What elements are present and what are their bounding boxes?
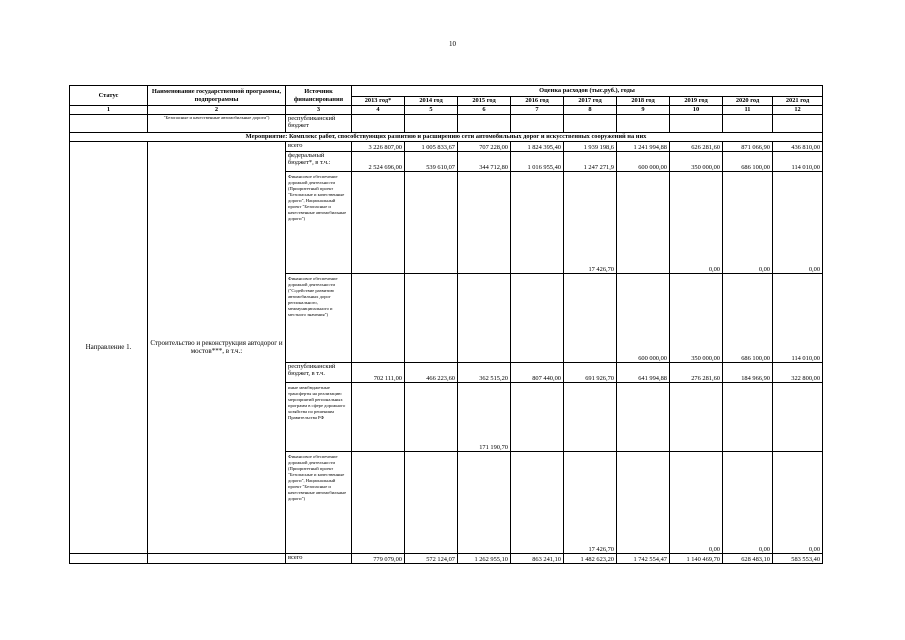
value-cell [617, 172, 670, 274]
carry-over-row [70, 115, 823, 133]
value-cell: 350 000,00 [670, 152, 723, 172]
year-header: 2018 год [617, 97, 670, 106]
value-cell [458, 452, 511, 554]
value-cell: 691 926,70 [564, 363, 617, 383]
value-cell: 1 016 955,40 [511, 152, 564, 172]
value-cell [670, 383, 723, 452]
source-cell: иные межбюджетные трансферты на реализацию мероприятий региональных программ в сфере дорожного хозяйства по решениям Правительства РФ [286, 383, 352, 452]
value-cell [352, 383, 405, 452]
value-cell: 807 440,00 [511, 363, 564, 383]
col-number: 12 [773, 106, 823, 115]
value-cell: 344 712,80 [458, 152, 511, 172]
value-cell [723, 383, 773, 452]
value-cell: 436 810,00 [773, 142, 823, 152]
value-cell [405, 383, 458, 452]
year-header: 2017 год [564, 97, 617, 106]
value-cell [564, 383, 617, 452]
value-cell: 171 190,70 [458, 383, 511, 452]
header-estimate: Оценка расходов (тыс.руб.), годы [352, 86, 823, 97]
col-number: 4 [352, 106, 405, 115]
col-number: 6 [458, 106, 511, 115]
value-cell: 0,00 [670, 452, 723, 554]
value-cell: 641 994,88 [617, 363, 670, 383]
year-header: 2013 год* [352, 97, 405, 106]
col-number: 3 [286, 106, 352, 115]
value-cell: 0,00 [773, 172, 823, 274]
value-cell: 1 005 833,67 [405, 142, 458, 152]
value-cell: 2 524 696,00 [352, 152, 405, 172]
year-header: 2016 год [511, 97, 564, 106]
col-number: 11 [723, 106, 773, 115]
source-cell: всего [286, 142, 352, 152]
value-cell [511, 383, 564, 452]
value-cell: 0,00 [723, 172, 773, 274]
value-cell: 362 515,20 [458, 363, 511, 383]
source-cell: федеральный бюджет*, в т.ч.: [286, 152, 352, 172]
measure-title: Мероприятие: Комплекс работ, способствующих развитию и расширению сети автомобильных дорог и искусственных сооружений на них [70, 133, 823, 142]
value-cell: 3 226 807,00 [352, 142, 405, 152]
source-cell: республиканский бюджет [286, 115, 352, 133]
year-header: 2019 год [670, 97, 723, 106]
header-program: Наименование государственной программы, подпрограммы [148, 86, 286, 106]
year-header: 2021 год [773, 97, 823, 106]
source-cell: Финансовое обеспечение дорожной деятельности (Приоритетный проект "Безопасные и качественные дороги", Национальный проект "Безопасные и качественные автомобильные дороги") [286, 172, 352, 274]
value-cell [405, 172, 458, 274]
value-cell: 539 610,07 [405, 152, 458, 172]
col-number: 8 [564, 106, 617, 115]
value-cell [511, 172, 564, 274]
value-cell: 779 079,00 [352, 554, 405, 564]
value-cell [405, 274, 458, 363]
value-cell: 626 281,60 [670, 142, 723, 152]
budget-table [69, 85, 823, 564]
col-number: 1 [70, 106, 148, 115]
year-header: 2020 год [723, 97, 773, 106]
page-number: 10 [449, 40, 456, 48]
table-row [70, 554, 823, 564]
program-note: "Безопасные и качественные автомобильные дороги") [148, 115, 286, 133]
source-cell: Финансовое обеспечение дорожной деятельности (Приоритетный проект "Безопасные и качественные дороги", Национальный проект "Безопасные и качественные автомобильные дороги") [286, 452, 352, 554]
value-cell: 1 824 395,40 [511, 142, 564, 152]
value-cell: 17 426,70 [564, 452, 617, 554]
col-number: 10 [670, 106, 723, 115]
value-cell [511, 452, 564, 554]
column-numbers-row [70, 106, 823, 115]
value-cell: 1 140 469,70 [670, 554, 723, 564]
value-cell: 1 247 271,9 [564, 152, 617, 172]
value-cell [511, 274, 564, 363]
value-cell: 17 426,70 [564, 172, 617, 274]
status-cell [70, 115, 148, 133]
value-cell: 276 281,60 [670, 363, 723, 383]
col-number: 2 [148, 106, 286, 115]
col-number: 5 [405, 106, 458, 115]
value-cell: 863 241,10 [511, 554, 564, 564]
program-cell [148, 554, 286, 564]
value-cell: 583 553,40 [773, 554, 823, 564]
value-cell: 600 000,00 [617, 274, 670, 363]
value-cell [352, 172, 405, 274]
value-cell: 1 262 955,10 [458, 554, 511, 564]
value-cell: 707 228,00 [458, 142, 511, 152]
value-cell: 686 100,00 [723, 152, 773, 172]
measure-row [70, 133, 823, 142]
value-cell: 466 223,60 [405, 363, 458, 383]
value-cell: 572 124,07 [405, 554, 458, 564]
year-header: 2014 год [405, 97, 458, 106]
value-cell: 0,00 [773, 452, 823, 554]
status-cell [70, 554, 148, 564]
value-cell: 600 000,00 [617, 152, 670, 172]
value-cell [352, 452, 405, 554]
source-cell: Финансовое обеспечение дорожной деятельности ("Содействие развитию автомобильных дорог регионального, межмуниципального и местного значения") [286, 274, 352, 363]
value-cell: 114 010,00 [773, 274, 823, 363]
value-cell [458, 172, 511, 274]
col-number: 9 [617, 106, 670, 115]
value-cell [617, 383, 670, 452]
value-cell [352, 274, 405, 363]
value-cell: 871 066,90 [723, 142, 773, 152]
value-cell: 686 100,00 [723, 274, 773, 363]
source-cell: всего [286, 554, 352, 564]
table-row [70, 142, 823, 152]
value-cell: 1 939 198,6 [564, 142, 617, 152]
value-cell: 350 000,00 [670, 274, 723, 363]
value-cell: 702 111,00 [352, 363, 405, 383]
value-cell: 1 482 623,20 [564, 554, 617, 564]
program-name: Строительство и реконструкция автодорог и мостов***, в т.ч.: [148, 142, 286, 554]
header-source: Источник финансирования [286, 86, 352, 106]
value-cell [458, 274, 511, 363]
value-cell: 322 800,00 [773, 363, 823, 383]
status-direction-1: Направление 1. [70, 142, 148, 554]
value-cell: 0,00 [723, 452, 773, 554]
value-cell: 184 966,90 [723, 363, 773, 383]
value-cell: 114 010,00 [773, 152, 823, 172]
value-cell: 628 483,10 [723, 554, 773, 564]
value-cell [617, 452, 670, 554]
value-cell [405, 452, 458, 554]
col-number: 7 [511, 106, 564, 115]
source-cell: республиканский бюджет, в т.ч. [286, 363, 352, 383]
year-header: 2015 год [458, 97, 511, 106]
value-cell [564, 274, 617, 363]
value-cell: 1 742 554,47 [617, 554, 670, 564]
header-status: Статус [70, 86, 148, 106]
value-cell [773, 383, 823, 452]
value-cell: 1 241 994,88 [617, 142, 670, 152]
value-cell: 0,00 [670, 172, 723, 274]
